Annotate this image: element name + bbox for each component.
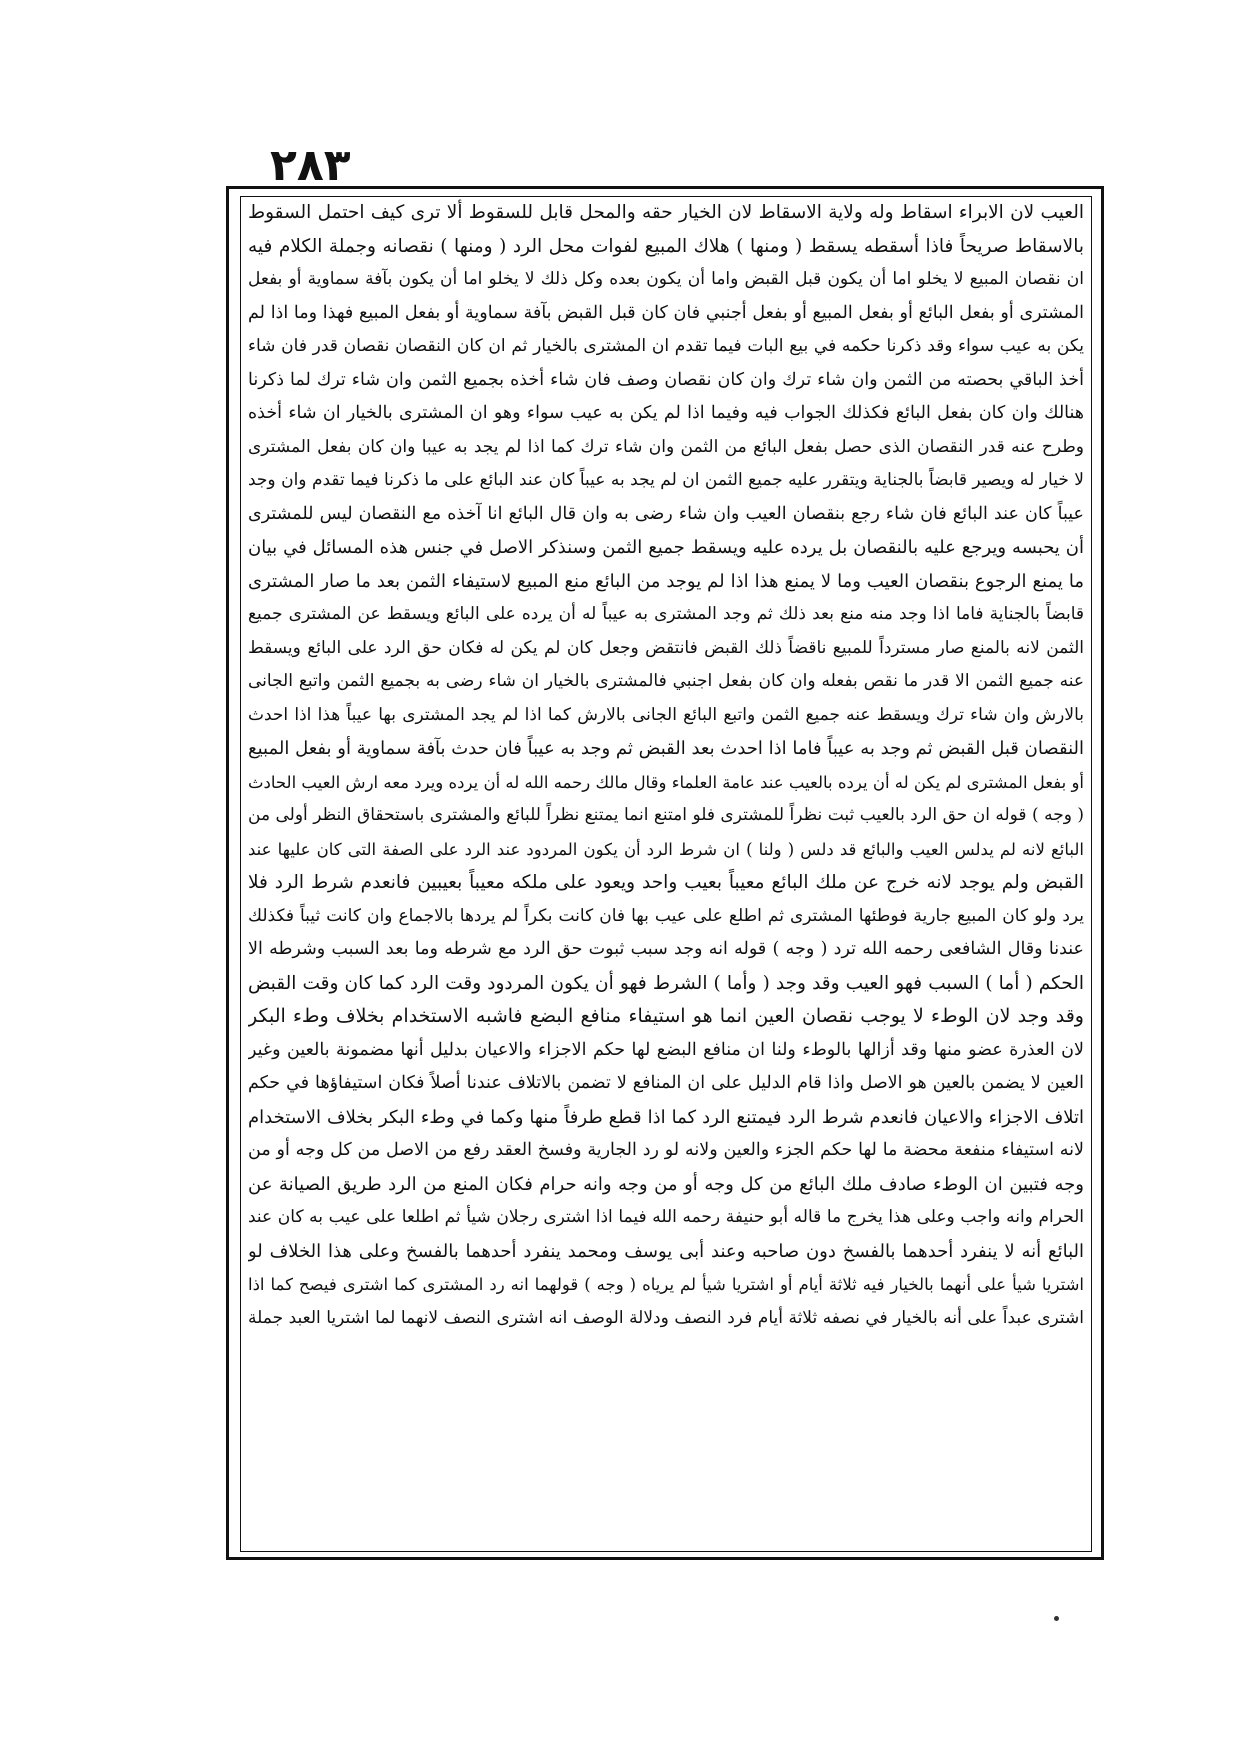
text-line: البائع لانه لم يدلس العيب والبائع قد دلس ( ولنا ) ان شرط الرد أن يكون المردود عند الرد على الصفة التى كان عليها عند — [248, 839, 1084, 859]
text-line: وجه فتبين ان الوطء صادف ملك البائع من كل وجه أو من وجه وانه حرام فكان المنع من الرد طريق الصيانة عن — [248, 1173, 1084, 1195]
text-line: اشتريا شيأ على أنهما بالخيار فيه ثلاثة أيام أو اشتريا شيأ لم يرياه ( وجه ) قولهما انه رد المشترى كما اشترى فيصح كما اذا — [248, 1275, 1084, 1294]
text-line: هنالك وان كان بفعل البائع فكذلك الجواب فيه وفيما اذا لم يكن به عيب سواء وهو ان المشترى بالخيار ان شاء أخذه — [248, 403, 1084, 423]
text-line: لا خيار له ويصير قابضاً بالجناية ويتقرر عليه جميع الثمن ان لم يجد به عيباً كان عند البائع على ما ذكرنا فيما تقدم وان وجد — [248, 470, 1084, 490]
text-line: البائع أنه لا ينفرد أحدهما بالفسخ دون صاحبه وعند أبى يوسف ومحمد ينفرد أحدهما بالفسخ وعلى هذا الخلاف لو — [248, 1240, 1084, 1262]
text-line: ان نقصان المبيع لا يخلو اما أن يكون قبل القبض واما أن يكون بعده وكل ذلك لا يخلو اما أن يكون بآفة سماوية أو بفعل — [248, 269, 1084, 289]
text-line: أن يحبسه ويرجع عليه بالنقصان بل يرده عليه ويسقط جميع الثمن وسنذكر الاصل في جنس هذه المسائل في بيان — [248, 537, 1084, 558]
text-line: عندنا وقال الشافعى رحمه الله ترد ( وجه ) قوله انه وجد سبب ثبوت حق الرد مع شرطه وما بعد السبب وشرطه الا — [248, 939, 1084, 959]
text-line: الحكم ( أما ) السبب فهو العيب وقد وجد ( وأما ) الشرط فهو أن يكون المردود وقت الرد كما كان وقت القبض — [248, 972, 1084, 994]
body-text — [248, 196, 1084, 1546]
text-line: عنه جميع الثمن الا قدر ما نقص بفعله وان كان بفعل اجنبي فالمشترى بالخيار ان شاء رضى به بجميع الثمن واتبع الجانى — [248, 671, 1084, 691]
text-line: عيباً كان عند البائع فان شاء رجع بنقصان العيب وان شاء رضى به وان قال البائع انا آخذه مع النقصان ليس للمشترى — [248, 503, 1084, 524]
text-line: بالاسقاط صريحاً فاذا أسقطه يسقط ( ومنها ) هلاك المبيع لفوات محل الرد ( ومنها ) نقصانه وجملة الكلام فيه — [248, 235, 1084, 257]
text-line: قابضاً بالجناية فاما اذا وجد منه منع بعد ذلك ثم وجد المشترى به عيباً له أن يرده على البائع ويسقط عن المشترى جميع — [248, 604, 1084, 624]
text-line: بالارش وان شاء ترك ويسقط عنه جميع الثمن واتبع البائع الجانى بالارش كما اذا لم يجد المشترى بها عيباً هذا اذا احدث — [248, 704, 1084, 725]
text-line: يكن به عيب سواء وقد ذكرنا حكمه في بيع البات فيما تقدم ان المشترى بالخيار ثم ان كان النقصان نقصان قدر فان شاء — [248, 336, 1084, 356]
text-line: اتلاف الاجزاء والاعيان فانعدم شرط الرد فيمتنع الرد كما اذا قطع طرفاً منها وكما في وطء البكر بخلاف الاستخدام — [248, 1106, 1084, 1128]
text-line: ( وجه ) قوله ان حق الرد بالعيب ثبت نظراً للمشترى فلو امتنع انما يمتنع نظراً للبائع والمشترى باستحقاق النظر أولى من — [248, 805, 1084, 825]
text-line: العين لا يضمن بالعين هو الاصل واذا قام الدليل على ان المنافع لا تضمن بالاتلاف عندنا أصلاً فكان استيفاؤها في حكم — [248, 1073, 1084, 1093]
text-line: اشترى عبداً على أنه بالخيار في نصفه ثلاثة أيام فرد النصف ودلالة الوصف انه اشترى النصف لانهما لما اشتريا العبد جملة — [248, 1307, 1084, 1328]
footer-mark — [1054, 1616, 1059, 1621]
text-line: وقد وجد لان الوطء لا يوجب نقصان العين انما هو استيفاء منافع البضع فاشبه الاستخدام بخلاف وطء البكر — [248, 1005, 1084, 1027]
text-line: القبض ولم يوجد لانه خرج عن ملك البائع معيباً بعيب واحد ويعود على ملكه معيباً بعيبين فانعدم شرط الرد فلا — [248, 872, 1084, 893]
text-line: لان العذرة عضو منها وقد أزالها بالوطء ولنا ان منافع البضع لها حكم الاجزاء والاعيان بدليل أنها مضمونة بالعين وغير — [248, 1039, 1084, 1060]
text-line: يرد ولو كان المبيع جارية فوطئها المشترى ثم اطلع على عيب بها فان كانت بكراً لم يردها بالاجماع وان كانت ثيباً فكذلك — [248, 905, 1084, 926]
text-line: ما يمنع الرجوع بنقصان العيب وما لا يمنع هذا اذا لم يوجد من البائع منع المبيع لاستيفاء الثمن بعد ما صار المشترى — [248, 570, 1084, 592]
text-line: النقصان قبل القبض ثم وجد به عيباً فاما اذا احدث بعد القبض ثم وجد به عيباً فان حدث بآفة سماوية أو بفعل المبيع — [248, 738, 1084, 759]
text-line: العيب لان الابراء اسقاط وله ولاية الاسقاط لان الخيار حقه والمحل قابل للسقوط ألا ترى كيف احتمل السقوط — [248, 202, 1084, 223]
text-line: وطرح عنه قدر النقصان الذى حصل بفعل البائع من الثمن وان شاء ترك كما اذا لم يجد به عيبا وان كان بفعل المشترى — [248, 436, 1084, 457]
text-line: الحرام وانه واجب وعلى هذا يخرج ما قاله أبو حنيفة رحمه الله فيما اذا اشترى رجلان شيأ ثم اطلعا على عيب به كان عند — [248, 1207, 1084, 1227]
text-line: أخذ الباقي بحصته من الثمن وان شاء ترك وان كان نقصان وصف فان شاء أخذه بجميع الثمن وان شاء ترك لما ذكرنا — [248, 369, 1084, 390]
text-line: الثمن لانه بالمنع صار مسترداً للمبيع ناقضاً ذلك القبض فانتقض وجعل كان لم يكن له فكان حق الرد على البائع ويسقط — [248, 637, 1084, 658]
text-line: أو بفعل المشترى لم يكن له أن يرده بالعيب عند عامة العلماء وقال مالك رحمه الله له أن يرده ويرد معه ارش العيب الحادث — [248, 772, 1084, 792]
text-line: المشترى أو بفعل البائع أو بفعل المبيع أو بفعل أجنبي فان كان قبل القبض بآفة سماوية أو بفعل المبيع فهذا وما اذا لم — [248, 302, 1084, 323]
page-number: ٢٨٣ — [270, 140, 351, 191]
text-line: لانه استيفاء منفعة محضة ما لها حكم الجزء والعين ولانه لو رد الجارية وفسخ العقد رفع من الاصل من كل وجه أو من — [248, 1140, 1084, 1160]
